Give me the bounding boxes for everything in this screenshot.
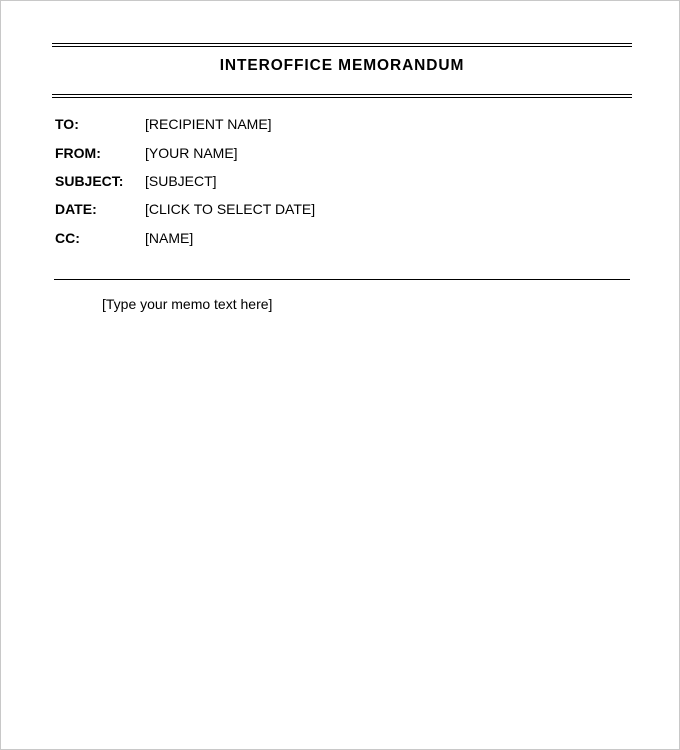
to-row: [55, 110, 615, 138]
memo-body-text[interactable]: [Type your memo text here]: [102, 296, 273, 312]
from-field[interactable]: [YOUR NAME]: [145, 144, 238, 161]
from-row: [55, 138, 615, 166]
cc-row: [55, 224, 615, 252]
to-field[interactable]: [RECIPIENT NAME]: [145, 116, 272, 133]
header-divider: [54, 279, 630, 280]
memo-header-fields: [55, 110, 615, 252]
title-bottom-double-rule: [52, 94, 632, 98]
from-label: FROM:: [55, 144, 101, 161]
cc-label: CC:: [55, 229, 80, 246]
date-row: [55, 195, 615, 223]
date-picker-field[interactable]: [CLICK TO SELECT DATE]: [145, 201, 316, 218]
memo-title: INTEROFFICE MEMORANDUM: [219, 57, 465, 74]
subject-field[interactable]: [SUBJECT]: [145, 172, 217, 189]
title-top-double-rule: [52, 43, 632, 47]
subject-row: [55, 167, 615, 195]
subject-label: SUBJECT:: [55, 172, 124, 189]
cc-field[interactable]: [NAME]: [145, 229, 194, 246]
date-label: DATE:: [55, 201, 97, 218]
to-label: TO:: [55, 116, 79, 133]
